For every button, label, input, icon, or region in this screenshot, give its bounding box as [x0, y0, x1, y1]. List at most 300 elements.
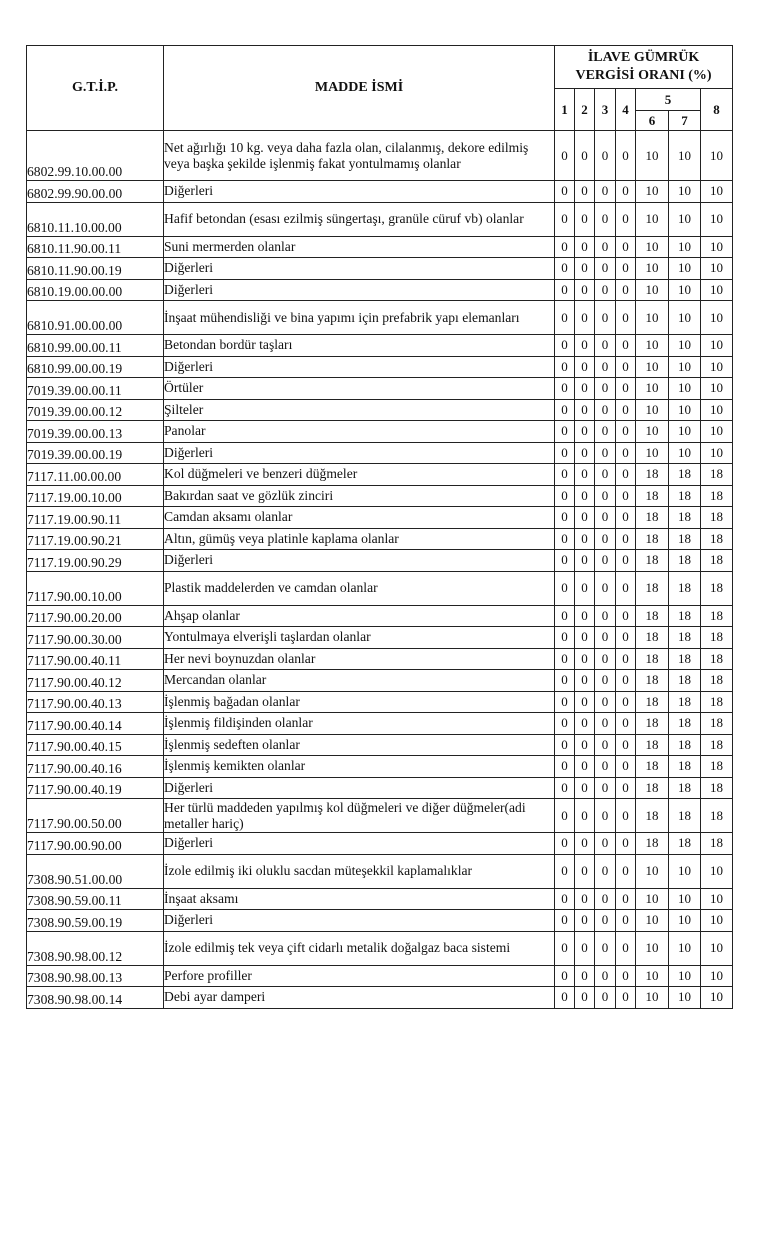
table-row [27, 888, 733, 910]
table-row [27, 202, 733, 236]
gtip-code-cell: 7117.19.00.90.29 [27, 550, 164, 572]
madde-ismi-cell: Yontulmaya elverişli taşlardan olanlar [164, 627, 555, 649]
rate-col-6-cell: 10 [636, 258, 669, 280]
rate-col-7-cell: 18 [669, 756, 701, 778]
rate-col-8-cell: 18 [701, 734, 733, 756]
rate-col-2-cell: 0 [575, 987, 595, 1009]
rate-col-1-cell: 0 [555, 378, 575, 400]
madde-ismi-cell: Hafif betondan (esası ezilmiş süngertaşı, granüle cüruf vb) olanlar [164, 202, 555, 236]
rate-col-6-cell: 10 [636, 910, 669, 932]
rate-col-7-cell: 18 [669, 670, 701, 692]
gtip-code-cell: 6810.11.90.00.19 [27, 258, 164, 280]
table-row [27, 833, 733, 855]
rate-col-6-cell: 18 [636, 691, 669, 713]
rate-col-7-cell: 10 [669, 910, 701, 932]
table-row [27, 691, 733, 713]
rate-col-4-cell: 0 [616, 399, 636, 421]
madde-ismi-cell: Ahşap olanlar [164, 605, 555, 627]
rate-col-8-cell: 10 [701, 202, 733, 236]
gtip-code-cell: 7019.39.00.00.11 [27, 378, 164, 400]
rate-col-7-cell: 10 [669, 202, 701, 236]
rate-col-4-cell: 0 [616, 131, 636, 181]
rate-col-6-cell: 18 [636, 713, 669, 735]
madde-ismi-cell: İşlenmiş fildişinden olanlar [164, 713, 555, 735]
rate-col-7-cell: 18 [669, 777, 701, 799]
rate-col-6-cell: 18 [636, 833, 669, 855]
gtip-code-cell: 7019.39.00.00.12 [27, 399, 164, 421]
rate-col-4-cell: 0 [616, 571, 636, 605]
rate-col-8-cell: 18 [701, 691, 733, 713]
rate-col-2-cell: 0 [575, 528, 595, 550]
table-row [27, 301, 733, 335]
madde-ismi-cell: İşlenmiş sedeften olanlar [164, 734, 555, 756]
table-row [27, 550, 733, 572]
table-row [27, 605, 733, 627]
rate-col-1-cell: 0 [555, 910, 575, 932]
rate-col-1-cell: 0 [555, 202, 575, 236]
header-gtip: G.T.İ.P. [27, 46, 164, 131]
rate-col-8-cell: 10 [701, 965, 733, 987]
rate-col-3-cell: 0 [595, 734, 616, 756]
table-row [27, 356, 733, 378]
table-row [27, 799, 733, 833]
rate-col-4-cell: 0 [616, 670, 636, 692]
rate-col-4-cell: 0 [616, 202, 636, 236]
rate-col-7-cell: 10 [669, 378, 701, 400]
gtip-code-cell: 7308.90.59.00.11 [27, 888, 164, 910]
rate-col-6-cell: 10 [636, 378, 669, 400]
rate-col-8-cell: 10 [701, 888, 733, 910]
rate-col-4-cell: 0 [616, 888, 636, 910]
rate-col-6-cell: 18 [636, 507, 669, 529]
madde-ismi-cell: Diğerleri [164, 442, 555, 464]
gtip-code-cell: 7308.90.59.00.19 [27, 910, 164, 932]
rate-col-4-cell: 0 [616, 931, 636, 965]
madde-ismi-cell: İnşaat mühendisliği ve bina yapımı için prefabrik yapı elemanları [164, 301, 555, 335]
rate-col-6-cell: 10 [636, 335, 669, 357]
rate-col-2-cell: 0 [575, 485, 595, 507]
rate-col-3-cell: 0 [595, 965, 616, 987]
rate-col-2-cell: 0 [575, 777, 595, 799]
madde-ismi-cell: Diğerleri [164, 258, 555, 280]
rate-col-2-cell: 0 [575, 279, 595, 301]
rate-col-8-cell: 18 [701, 670, 733, 692]
madde-ismi-cell: Her türlü maddeden yapılmış kol düğmeleri ve diğer düğmeler(adi metaller hariç) [164, 799, 555, 833]
rate-col-2-cell: 0 [575, 799, 595, 833]
rate-col-3-cell: 0 [595, 888, 616, 910]
table-row [27, 777, 733, 799]
rate-col-7-cell: 10 [669, 965, 701, 987]
rate-col-1-cell: 0 [555, 931, 575, 965]
rate-col-6-cell: 10 [636, 301, 669, 335]
rate-col-7-cell: 10 [669, 131, 701, 181]
rate-col-8-cell: 10 [701, 987, 733, 1009]
rate-col-2-cell: 0 [575, 131, 595, 181]
gtip-code-cell: 7117.90.00.40.13 [27, 691, 164, 713]
madde-ismi-cell: Panolar [164, 421, 555, 443]
rate-col-8-cell: 18 [701, 571, 733, 605]
header-col-8: 8 [701, 89, 733, 131]
rate-col-6-cell: 10 [636, 965, 669, 987]
rate-col-2-cell: 0 [575, 356, 595, 378]
rate-col-4-cell: 0 [616, 442, 636, 464]
header-madde-ismi: MADDE İSMİ [164, 46, 555, 131]
madde-ismi-cell: Camdan aksamı olanlar [164, 507, 555, 529]
gtip-code-cell: 7117.11.00.00.00 [27, 464, 164, 486]
madde-ismi-cell: Her nevi boynuzdan olanlar [164, 648, 555, 670]
gtip-code-cell: 7117.19.00.90.21 [27, 528, 164, 550]
table-row [27, 713, 733, 735]
rate-col-2-cell: 0 [575, 258, 595, 280]
madde-ismi-cell: Diğerleri [164, 550, 555, 572]
rate-col-4-cell: 0 [616, 181, 636, 203]
rate-col-2-cell: 0 [575, 648, 595, 670]
gtip-code-cell: 7117.90.00.30.00 [27, 627, 164, 649]
rate-col-6-cell: 10 [636, 131, 669, 181]
rate-col-4-cell: 0 [616, 236, 636, 258]
rate-col-4-cell: 0 [616, 691, 636, 713]
rate-col-1-cell: 0 [555, 528, 575, 550]
rate-col-4-cell: 0 [616, 605, 636, 627]
table-row [27, 528, 733, 550]
rate-col-6-cell: 10 [636, 987, 669, 1009]
rate-col-1-cell: 0 [555, 399, 575, 421]
table-row [27, 648, 733, 670]
rate-col-3-cell: 0 [595, 987, 616, 1009]
rate-col-7-cell: 18 [669, 713, 701, 735]
rate-col-1-cell: 0 [555, 965, 575, 987]
gtip-code-cell: 7308.90.98.00.13 [27, 965, 164, 987]
gtip-code-cell: 7117.90.00.40.19 [27, 777, 164, 799]
rate-col-2-cell: 0 [575, 421, 595, 443]
rate-col-7-cell: 18 [669, 528, 701, 550]
rate-col-1-cell: 0 [555, 236, 575, 258]
madde-ismi-cell: Kol düğmeleri ve benzeri düğmeler [164, 464, 555, 486]
rate-col-8-cell: 10 [701, 399, 733, 421]
rate-col-7-cell: 10 [669, 181, 701, 203]
rate-col-2-cell: 0 [575, 965, 595, 987]
rate-col-4-cell: 0 [616, 301, 636, 335]
table-row [27, 734, 733, 756]
rate-col-6-cell: 10 [636, 202, 669, 236]
rate-col-2-cell: 0 [575, 691, 595, 713]
gtip-code-cell: 7117.19.00.90.11 [27, 507, 164, 529]
rate-col-3-cell: 0 [595, 202, 616, 236]
gtip-code-cell: 7117.90.00.40.15 [27, 734, 164, 756]
rate-col-8-cell: 18 [701, 756, 733, 778]
gtip-code-cell: 7117.90.00.40.14 [27, 713, 164, 735]
rate-col-7-cell: 10 [669, 335, 701, 357]
rate-col-7-cell: 10 [669, 258, 701, 280]
rate-col-7-cell: 18 [669, 734, 701, 756]
rate-col-6-cell: 10 [636, 421, 669, 443]
rate-col-7-cell: 10 [669, 987, 701, 1009]
header-col-5: 5 [636, 89, 701, 111]
header-col-3: 3 [595, 89, 616, 131]
madde-ismi-cell: Şilteler [164, 399, 555, 421]
rate-col-6-cell: 18 [636, 627, 669, 649]
rate-col-4-cell: 0 [616, 421, 636, 443]
rate-col-1-cell: 0 [555, 987, 575, 1009]
rate-col-1-cell: 0 [555, 464, 575, 486]
table-row [27, 258, 733, 280]
rate-col-8-cell: 18 [701, 507, 733, 529]
rate-col-4-cell: 0 [616, 528, 636, 550]
gtip-code-cell: 7117.90.00.10.00 [27, 571, 164, 605]
madde-ismi-cell: Mercandan olanlar [164, 670, 555, 692]
rate-col-1-cell: 0 [555, 756, 575, 778]
rate-col-8-cell: 10 [701, 442, 733, 464]
madde-ismi-cell: Net ağırlığı 10 kg. veya daha fazla olan, cilalanmış, dekore edilmiş veya başka şekilde işlenmiş fakat yontulmamış olanlar [164, 131, 555, 181]
madde-ismi-cell: İşlenmiş kemikten olanlar [164, 756, 555, 778]
rate-col-7-cell: 18 [669, 627, 701, 649]
rate-col-6-cell: 10 [636, 399, 669, 421]
rate-col-7-cell: 10 [669, 356, 701, 378]
rate-col-1-cell: 0 [555, 605, 575, 627]
rate-col-3-cell: 0 [595, 399, 616, 421]
rate-col-4-cell: 0 [616, 464, 636, 486]
rate-col-6-cell: 18 [636, 756, 669, 778]
rate-col-3-cell: 0 [595, 442, 616, 464]
rate-col-1-cell: 0 [555, 356, 575, 378]
rate-col-3-cell: 0 [595, 756, 616, 778]
rate-col-8-cell: 18 [701, 713, 733, 735]
rate-col-3-cell: 0 [595, 691, 616, 713]
rate-col-4-cell: 0 [616, 507, 636, 529]
madde-ismi-cell: Altın, gümüş veya platinle kaplama olanlar [164, 528, 555, 550]
rate-col-7-cell: 18 [669, 833, 701, 855]
rate-col-1-cell: 0 [555, 301, 575, 335]
gtip-code-cell: 6802.99.90.00.00 [27, 181, 164, 203]
rate-col-2-cell: 0 [575, 571, 595, 605]
rate-col-7-cell: 10 [669, 931, 701, 965]
table-row [27, 399, 733, 421]
rate-col-1-cell: 0 [555, 485, 575, 507]
rate-col-6-cell: 18 [636, 485, 669, 507]
rate-col-8-cell: 10 [701, 279, 733, 301]
madde-ismi-cell: Plastik maddelerden ve camdan olanlar [164, 571, 555, 605]
rate-col-8-cell: 10 [701, 421, 733, 443]
gtip-code-cell: 6810.99.00.00.19 [27, 356, 164, 378]
rate-col-2-cell: 0 [575, 464, 595, 486]
gtip-code-cell: 7308.90.51.00.00 [27, 854, 164, 888]
table-row [27, 571, 733, 605]
rate-col-1-cell: 0 [555, 854, 575, 888]
rate-col-2-cell: 0 [575, 301, 595, 335]
rate-col-3-cell: 0 [595, 181, 616, 203]
rate-col-2-cell: 0 [575, 713, 595, 735]
rate-col-6-cell: 10 [636, 356, 669, 378]
rate-col-1-cell: 0 [555, 648, 575, 670]
rate-col-4-cell: 0 [616, 854, 636, 888]
rate-col-8-cell: 10 [701, 910, 733, 932]
table-row [27, 485, 733, 507]
madde-ismi-cell: Perfore profiller [164, 965, 555, 987]
rate-col-6-cell: 18 [636, 734, 669, 756]
tariff-body [27, 131, 733, 1009]
rate-col-8-cell: 18 [701, 777, 733, 799]
rate-col-8-cell: 10 [701, 181, 733, 203]
table-row [27, 854, 733, 888]
rate-col-8-cell: 18 [701, 550, 733, 572]
rate-col-4-cell: 0 [616, 627, 636, 649]
rate-col-1-cell: 0 [555, 550, 575, 572]
rate-col-6-cell: 18 [636, 464, 669, 486]
gtip-code-cell: 7019.39.00.00.13 [27, 421, 164, 443]
table-row [27, 756, 733, 778]
madde-ismi-cell: Bakırdan saat ve gözlük zinciri [164, 485, 555, 507]
rate-col-3-cell: 0 [595, 421, 616, 443]
gtip-code-cell: 7308.90.98.00.14 [27, 987, 164, 1009]
table-row [27, 464, 733, 486]
gtip-code-cell: 6802.99.10.00.00 [27, 131, 164, 181]
rate-col-3-cell: 0 [595, 713, 616, 735]
rate-col-2-cell: 0 [575, 399, 595, 421]
rate-col-2-cell: 0 [575, 550, 595, 572]
rate-col-8-cell: 10 [701, 236, 733, 258]
rate-col-3-cell: 0 [595, 571, 616, 605]
rate-col-3-cell: 0 [595, 799, 616, 833]
rate-col-8-cell: 10 [701, 378, 733, 400]
header-ilave-gumruk [555, 46, 733, 89]
rate-col-3-cell: 0 [595, 301, 616, 335]
rate-col-4-cell: 0 [616, 550, 636, 572]
rate-col-4-cell: 0 [616, 279, 636, 301]
rate-col-2-cell: 0 [575, 202, 595, 236]
gtip-code-cell: 7117.90.00.90.00 [27, 833, 164, 855]
rate-col-1-cell: 0 [555, 507, 575, 529]
rate-col-8-cell: 10 [701, 301, 733, 335]
rate-col-7-cell: 18 [669, 799, 701, 833]
rate-col-2-cell: 0 [575, 670, 595, 692]
rate-col-6-cell: 18 [636, 670, 669, 692]
rate-col-8-cell: 10 [701, 131, 733, 181]
header-col-7: 7 [669, 111, 701, 131]
madde-ismi-cell: Diğerleri [164, 910, 555, 932]
rate-col-1-cell: 0 [555, 713, 575, 735]
gtip-code-cell: 7117.90.00.40.16 [27, 756, 164, 778]
rate-col-1-cell: 0 [555, 181, 575, 203]
rate-col-8-cell: 10 [701, 335, 733, 357]
table-row [27, 421, 733, 443]
rate-col-4-cell: 0 [616, 756, 636, 778]
gtip-code-cell: 7019.39.00.00.19 [27, 442, 164, 464]
rate-col-1-cell: 0 [555, 442, 575, 464]
table-row [27, 442, 733, 464]
rate-col-4-cell: 0 [616, 910, 636, 932]
rate-col-4-cell: 0 [616, 833, 636, 855]
gtip-code-cell: 6810.11.10.00.00 [27, 202, 164, 236]
gtip-code-cell: 7117.90.00.50.00 [27, 799, 164, 833]
table-row [27, 931, 733, 965]
table-row [27, 378, 733, 400]
rate-col-7-cell: 18 [669, 571, 701, 605]
rate-col-8-cell: 18 [701, 464, 733, 486]
rate-col-2-cell: 0 [575, 442, 595, 464]
table-row [27, 181, 733, 203]
rate-col-7-cell: 10 [669, 301, 701, 335]
rate-col-3-cell: 0 [595, 378, 616, 400]
table-row [27, 507, 733, 529]
header-col-2: 2 [575, 89, 595, 131]
rate-col-4-cell: 0 [616, 713, 636, 735]
rate-col-4-cell: 0 [616, 777, 636, 799]
rate-col-2-cell: 0 [575, 181, 595, 203]
rate-col-1-cell: 0 [555, 691, 575, 713]
rate-col-1-cell: 0 [555, 627, 575, 649]
rate-col-2-cell: 0 [575, 507, 595, 529]
rate-col-4-cell: 0 [616, 378, 636, 400]
rate-col-1-cell: 0 [555, 279, 575, 301]
rate-col-4-cell: 0 [616, 734, 636, 756]
rate-col-4-cell: 0 [616, 648, 636, 670]
gtip-code-cell: 6810.91.00.00.00 [27, 301, 164, 335]
gtip-code-cell: 6810.11.90.00.11 [27, 236, 164, 258]
rate-col-2-cell: 0 [575, 854, 595, 888]
rate-col-2-cell: 0 [575, 734, 595, 756]
header-col-1: 1 [555, 89, 575, 131]
rate-col-3-cell: 0 [595, 335, 616, 357]
rate-col-8-cell: 18 [701, 605, 733, 627]
rate-col-3-cell: 0 [595, 627, 616, 649]
rate-col-3-cell: 0 [595, 507, 616, 529]
rate-col-3-cell: 0 [595, 670, 616, 692]
rate-col-7-cell: 18 [669, 605, 701, 627]
rate-col-3-cell: 0 [595, 356, 616, 378]
madde-ismi-cell: İzole edilmiş tek veya çift cidarlı metalik doğalgaz baca sistemi [164, 931, 555, 965]
header-col-4: 4 [616, 89, 636, 131]
rate-col-7-cell: 18 [669, 485, 701, 507]
rate-col-2-cell: 0 [575, 756, 595, 778]
rate-col-4-cell: 0 [616, 987, 636, 1009]
rate-col-1-cell: 0 [555, 777, 575, 799]
rate-col-3-cell: 0 [595, 648, 616, 670]
rate-col-6-cell: 18 [636, 777, 669, 799]
rate-col-4-cell: 0 [616, 965, 636, 987]
rate-col-1-cell: 0 [555, 258, 575, 280]
table-row [27, 131, 733, 181]
rate-col-3-cell: 0 [595, 854, 616, 888]
rate-col-7-cell: 10 [669, 442, 701, 464]
rate-col-1-cell: 0 [555, 571, 575, 605]
rate-col-6-cell: 18 [636, 605, 669, 627]
rate-col-2-cell: 0 [575, 236, 595, 258]
rate-col-8-cell: 18 [701, 648, 733, 670]
rate-col-3-cell: 0 [595, 528, 616, 550]
madde-ismi-cell: Diğerleri [164, 181, 555, 203]
rate-col-1-cell: 0 [555, 833, 575, 855]
rate-col-2-cell: 0 [575, 910, 595, 932]
rate-col-3-cell: 0 [595, 605, 616, 627]
rate-col-7-cell: 10 [669, 888, 701, 910]
rate-col-6-cell: 10 [636, 279, 669, 301]
rate-col-6-cell: 18 [636, 799, 669, 833]
rate-col-3-cell: 0 [595, 931, 616, 965]
rate-col-3-cell: 0 [595, 777, 616, 799]
rate-col-2-cell: 0 [575, 888, 595, 910]
rate-col-4-cell: 0 [616, 258, 636, 280]
rate-col-1-cell: 0 [555, 888, 575, 910]
tariff-table [26, 45, 733, 1009]
madde-ismi-cell: İşlenmiş bağadan olanlar [164, 691, 555, 713]
rate-col-2-cell: 0 [575, 833, 595, 855]
gtip-code-cell: 7117.90.00.40.11 [27, 648, 164, 670]
rate-col-3-cell: 0 [595, 279, 616, 301]
madde-ismi-cell: Debi ayar damperi [164, 987, 555, 1009]
rate-col-3-cell: 0 [595, 833, 616, 855]
rate-col-8-cell: 18 [701, 627, 733, 649]
madde-ismi-cell: İzole edilmiş iki oluklu sacdan müteşekkil kaplamalıklar [164, 854, 555, 888]
